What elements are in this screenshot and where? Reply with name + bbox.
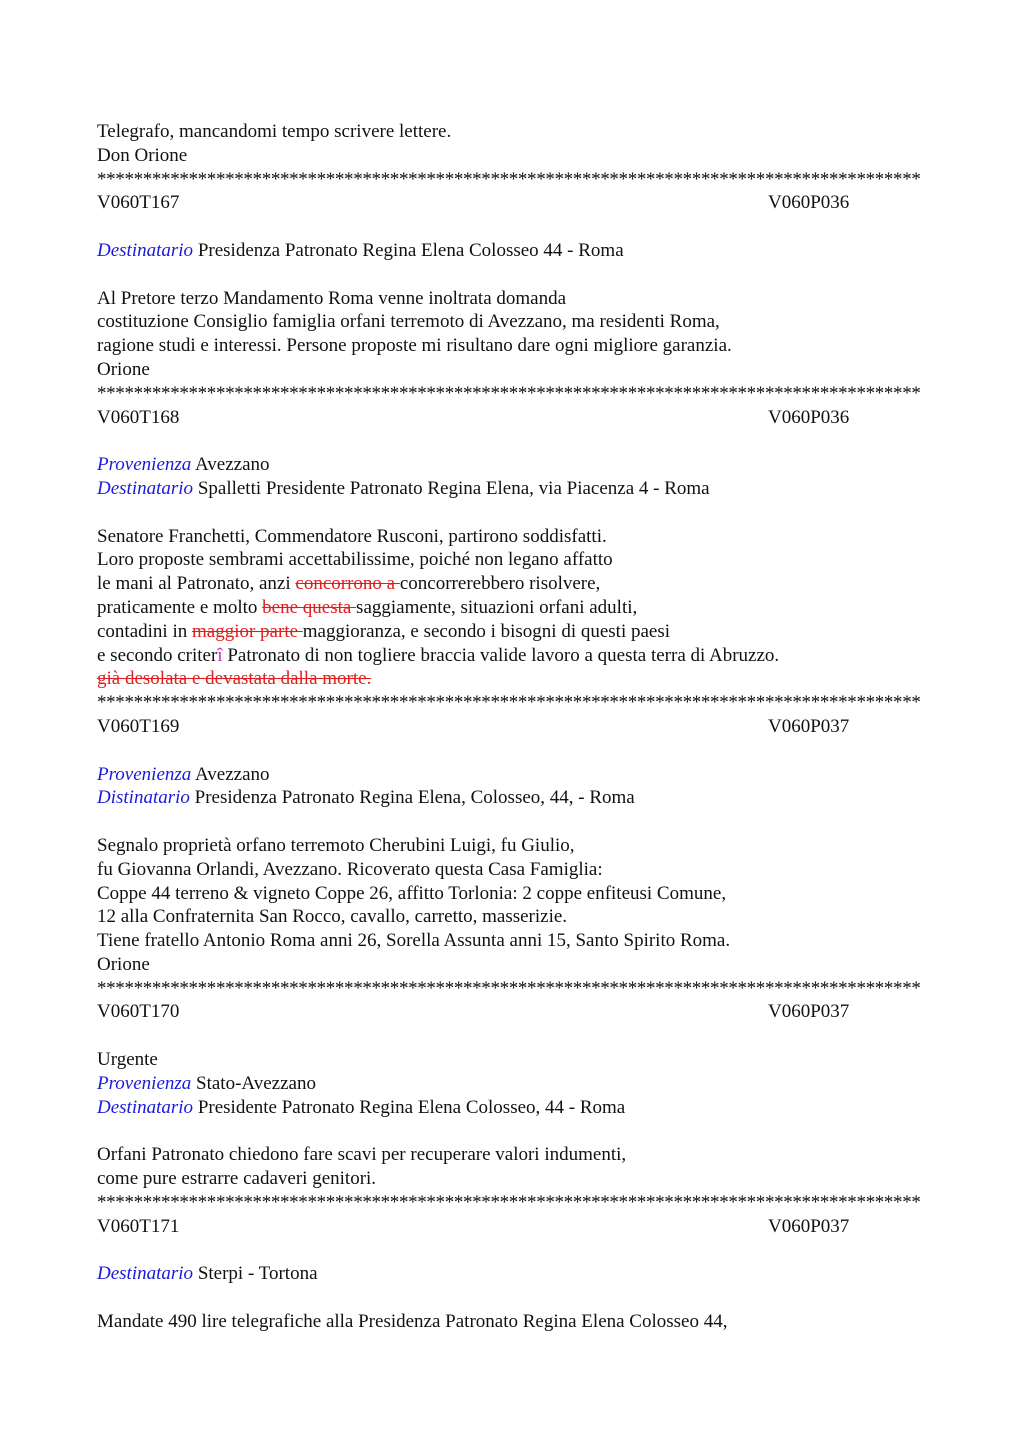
entry-header-t169 [97, 715, 927, 739]
telegram-code: V060T167 [97, 192, 180, 214]
recipient-value: Spalletti Presidente Patronato Regina Elena, via Piacenza 4 - Roma [193, 477, 710, 499]
recipient-value: Presidente Patronato Regina Elena Colosseo, 44 - Roma [193, 1096, 626, 1118]
body-line: Al Pretore terzo Mandamento Roma venne inoltrata domanda [97, 287, 567, 309]
signature: Orione [97, 358, 150, 380]
recipient-line [97, 477, 927, 501]
origin-value: Stato-Avezzano [191, 1072, 316, 1094]
destinatario-label: Destinatario [97, 1263, 194, 1285]
body-text: concorrerebbero risolvere, [399, 573, 601, 595]
recipient-line [97, 786, 927, 810]
body-line: Mandate 490 lire telegrafiche alla Presidenza Patronato Regina Elena Colosseo 44, [97, 1310, 728, 1332]
recipient-line [97, 1262, 927, 1286]
page-code: V060P037 [768, 1215, 850, 1237]
entry-header-t170 [97, 1000, 927, 1024]
body-line: Orfani Patronato chiedono fare scavi per recuperare valori indumenti, [97, 1144, 627, 1166]
origin-value: Avezzano [191, 454, 270, 476]
deleted-text: maggior parte [191, 620, 303, 642]
separator: ****************************************************************************************** [97, 692, 921, 714]
body-line [97, 620, 927, 644]
body-line: ragione studi e interessi. Persone proposte mi risultano dare ogni migliore garanzia. [97, 335, 732, 357]
origin-line [97, 453, 927, 477]
provenienza-label: Provenienza [97, 1072, 192, 1094]
body-line [97, 596, 927, 620]
recipient-line [97, 239, 927, 263]
signature: Orione [97, 953, 150, 975]
body-line: Senatore Franchetti, Commendatore Rusconi, partirono soddisfatti. [97, 525, 607, 547]
urgent-line: Urgente [97, 1049, 158, 1071]
intro-line-1: Telegrafo, mancandomi tempo scrivere lettere. [97, 121, 452, 142]
body-line: fu Giovanna Orlandi, Avezzano. Ricoverato questa Casa Famiglia: [97, 858, 603, 880]
recipient-value: Sterpi - Tortona [193, 1263, 318, 1285]
separator: ****************************************************************************************** [97, 168, 921, 190]
body-line [97, 572, 927, 596]
deleted-text: già desolata e devastata dalla morte. [97, 668, 372, 690]
entry-header-t167 [97, 191, 927, 215]
body-line [97, 667, 927, 691]
destinatario-label: Destinatario [97, 1096, 194, 1118]
body-text: Patronato di non togliere braccia valide lavoro a questa terra di Abruzzo. [222, 644, 780, 666]
body-line: Loro proposte sembrami accettabilissime, poiché non legano affatto [97, 549, 613, 571]
recipient-value: Presidenza Patronato Regina Elena Colosseo 44 - Roma [193, 239, 624, 261]
telegram-code: V060T171 [97, 1215, 180, 1237]
body-line: costituzione Consiglio famiglia orfani terremoto di Avezzano, ma residenti Roma, [97, 311, 720, 333]
page-code: V060P037 [768, 715, 850, 737]
separator: ****************************************************************************************** [97, 977, 921, 999]
origin-line [97, 1072, 927, 1096]
body-line: Coppe 44 terreno & vigneto Coppe 26, affitto Torlonia: 2 coppe enfiteusi Comune, [97, 882, 727, 904]
body-text: maggioranza, e secondo i bisogni di questi paesi [302, 620, 671, 642]
body-line: Segnalo proprietà orfano terremoto Cherubini Luigi, fu Giulio, [97, 834, 575, 856]
separator: ****************************************************************************************** [97, 382, 921, 404]
intro-signature: Don Orione [97, 144, 188, 166]
origin-line [97, 763, 927, 787]
body-text: e secondo criter [97, 644, 218, 666]
entry-header-t168 [97, 406, 927, 430]
body-line: come pure estrarre cadaveri genitori. [97, 1168, 377, 1190]
provenienza-label: Provenienza [97, 454, 192, 476]
body-text: le mani al Patronato, anzi [97, 573, 296, 595]
body-line: Tiene fratello Antonio Roma anni 26, Sorella Assunta anni 15, Santo Spirito Roma. [97, 930, 731, 952]
destinatario-label: Destinatario [97, 477, 194, 499]
origin-value: Avezzano [191, 763, 270, 785]
page-code: V060P036 [768, 406, 850, 428]
telegram-code: V060T168 [97, 406, 180, 428]
body-line [97, 644, 927, 668]
separator: ****************************************************************************************** [97, 1191, 921, 1213]
document-page [97, 120, 927, 1334]
body-line: 12 alla Confraternita San Rocco, cavallo, carretto, masserizie. [97, 906, 568, 928]
provenienza-label: Provenienza [97, 763, 192, 785]
entry-header-t171 [97, 1215, 927, 1239]
deleted-text: bene questa [262, 596, 357, 618]
telegram-code: V060T170 [97, 1001, 180, 1023]
page-code: V060P036 [768, 192, 850, 214]
body-text: praticamente e molto [97, 596, 263, 618]
recipient-line [97, 1096, 927, 1120]
distinatario-label: Distinatario [97, 787, 190, 809]
deleted-text: concorrono a [295, 573, 400, 595]
page-code: V060P037 [768, 1001, 850, 1023]
telegram-code: V060T169 [97, 715, 180, 737]
destinatario-label: Destinatario [97, 239, 194, 261]
recipient-value: Presidenza Patronato Regina Elena, Colosseo, 44, - Roma [189, 787, 635, 809]
inserted-text: î [217, 644, 223, 666]
body-text: contadini in [97, 620, 192, 642]
body-text: saggiamente, situazioni orfani adulti, [356, 596, 638, 618]
